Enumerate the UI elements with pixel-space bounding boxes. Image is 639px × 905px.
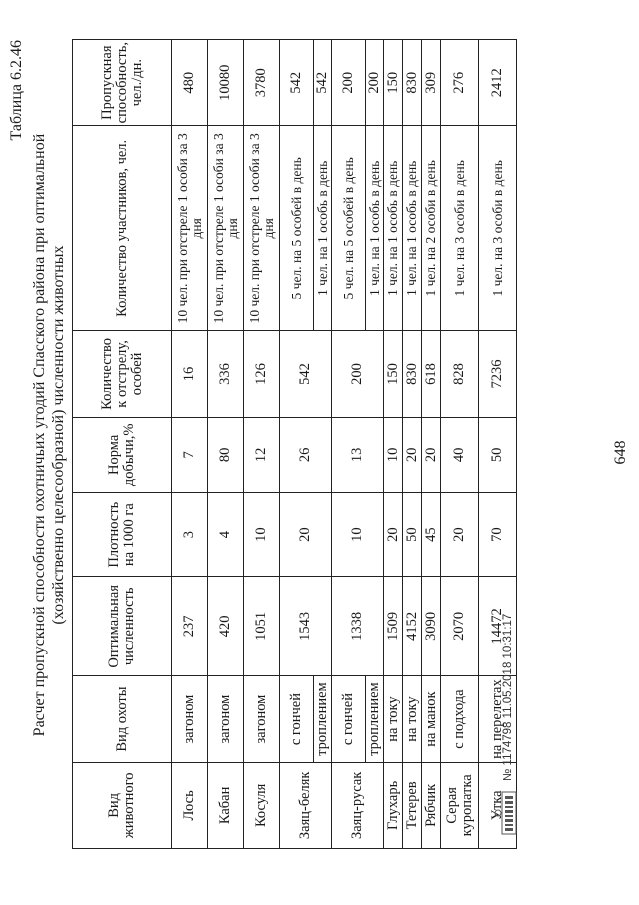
cell-quota: 200	[332, 331, 384, 417]
cell-optimal: 1051	[244, 577, 280, 676]
header-norm: Норма добычи,%	[73, 417, 172, 493]
caption-line-1: Расчет пропускной способности охотничьих угодий Спасского района при оптимальной	[31, 133, 48, 737]
cell-quota: 7236	[479, 331, 517, 417]
document-stamp-text: № 1174798 11.05.2018 10:31:17	[502, 613, 514, 781]
cell-norm: 26	[280, 417, 332, 493]
header-capacity: Пропускная способность, чел./дн.	[73, 40, 172, 126]
cell-participants: 10 чел. при отстреле 1 особи за 3 дня	[244, 126, 280, 331]
cell-quota: 542	[280, 331, 332, 417]
cell-optimal: 14472	[479, 577, 517, 676]
cell-animal: Кабан	[208, 762, 244, 848]
cell-animal: Рябчик	[422, 762, 441, 848]
cell-capacity: 3780	[244, 40, 280, 126]
cell-density: 50	[403, 493, 422, 577]
cell-norm: 13	[332, 417, 384, 493]
cell-density: 20	[280, 493, 332, 577]
cell-optimal: 3090	[422, 577, 441, 676]
cell-norm: 10	[384, 417, 403, 493]
table-row	[441, 40, 479, 849]
cell-capacity: 2412	[479, 40, 517, 126]
cell-density: 20	[384, 493, 403, 577]
cell-hunt: загоном	[172, 676, 208, 762]
cell-hunt: на перелетах	[479, 676, 517, 762]
cell-participants: 1 чел. на 1 особь в день	[403, 126, 422, 331]
cell-animal: Заяц-беляк	[280, 762, 332, 848]
cell-participants: 1 чел. на 1 особь в день	[384, 126, 403, 331]
cell-capacity: 200	[332, 40, 366, 126]
cell-norm: 80	[208, 417, 244, 493]
cell-hunt: троплением	[366, 676, 384, 762]
cell-capacity: 200	[366, 40, 384, 126]
caption-line-2: (хозяйственно целесообразной) численности животных	[50, 245, 67, 625]
cell-hunt: троплением	[314, 676, 332, 762]
cell-animal: Утка	[479, 762, 517, 848]
cell-capacity: 542	[314, 40, 332, 126]
table-row	[403, 40, 422, 849]
cell-norm: 20	[403, 417, 422, 493]
table-header-row	[73, 40, 172, 849]
cell-participants: 10 чел. при отстреле 1 особи за 3 дня	[208, 126, 244, 331]
cell-hunt: на манок	[422, 676, 441, 762]
cell-optimal: 237	[172, 577, 208, 676]
cell-participants: 1 чел. на 1 особь в день	[314, 126, 332, 331]
cell-participants: 1 чел. на 3 особи в день	[441, 126, 479, 331]
cell-norm: 20	[422, 417, 441, 493]
table-row	[384, 40, 403, 849]
cell-participants: 1 чел. на 3 особи в день	[479, 126, 517, 331]
cell-participants: 1 чел. на 1 особь в день	[366, 126, 384, 331]
cell-capacity: 830	[403, 40, 422, 126]
document-stamp	[488, 495, 528, 835]
cell-density: 3	[172, 493, 208, 577]
cell-norm: 12	[244, 417, 280, 493]
cell-quota: 830	[403, 331, 422, 417]
cell-quota: 126	[244, 331, 280, 417]
cell-density: 10	[332, 493, 384, 577]
table-row	[280, 40, 314, 849]
cell-quota: 618	[422, 331, 441, 417]
cell-capacity: 276	[441, 40, 479, 126]
document-barcode-icon	[494, 791, 522, 835]
cell-density: 45	[422, 493, 441, 577]
cell-capacity: 150	[384, 40, 403, 126]
cell-quota: 150	[384, 331, 403, 417]
cell-capacity: 10080	[208, 40, 244, 126]
cell-density: 10	[244, 493, 280, 577]
cell-optimal: 1338	[332, 577, 384, 676]
cell-participants: 10 чел. при отстреле 1 особи за 3 дня	[172, 126, 208, 331]
cell-animal: Заяц-русак	[332, 762, 384, 848]
cell-optimal: 1509	[384, 577, 403, 676]
cell-quota: 828	[441, 331, 479, 417]
table-row	[244, 40, 280, 849]
cell-animal: Лось	[172, 762, 208, 848]
cell-animal: Глухарь	[384, 762, 403, 848]
cell-norm: 7	[172, 417, 208, 493]
header-quota: Количество к отстрелу, особей	[73, 331, 172, 417]
table-row	[332, 40, 366, 849]
cell-density: 70	[479, 493, 517, 577]
cell-optimal: 4152	[403, 577, 422, 676]
cell-hunt: с гончей	[280, 676, 314, 762]
header-optimal: Оптимальная численность	[73, 577, 172, 676]
cell-norm: 50	[479, 417, 517, 493]
cell-capacity: 309	[422, 40, 441, 126]
cell-hunt: загоном	[244, 676, 280, 762]
cell-quota: 16	[172, 331, 208, 417]
cell-optimal: 420	[208, 577, 244, 676]
table-row	[208, 40, 244, 849]
cell-optimal: 1543	[280, 577, 332, 676]
cell-norm: 40	[441, 417, 479, 493]
cell-capacity: 542	[280, 40, 314, 126]
cell-hunt: с подхода	[441, 676, 479, 762]
header-participants: Количество участников, чел.	[73, 126, 172, 331]
header-animal: Вид животного	[73, 762, 172, 848]
cell-quota: 336	[208, 331, 244, 417]
cell-hunt: с гончей	[332, 676, 366, 762]
table-number: Таблица 6.2.46	[8, 40, 25, 141]
cell-density: 4	[208, 493, 244, 577]
cell-hunt: на току	[403, 676, 422, 762]
cell-hunt: загоном	[208, 676, 244, 762]
cell-hunt: на току	[384, 676, 403, 762]
cell-animal: Косуля	[244, 762, 280, 848]
header-hunt: Вид охоты	[73, 676, 172, 762]
cell-participants: 5 чел. на 5 особей в день	[280, 126, 314, 331]
cell-animal: Серая куропатка	[441, 762, 479, 848]
page-number: 648	[612, 440, 629, 465]
header-density: Плотность на 1000 га	[73, 493, 172, 577]
table-row	[422, 40, 441, 849]
hunting-capacity-table	[72, 39, 517, 849]
cell-capacity: 480	[172, 40, 208, 126]
table-row	[172, 40, 208, 849]
cell-participants: 1 чел. на 2 особи в день	[422, 126, 441, 331]
cell-participants: 5 чел. на 5 особей в день	[332, 126, 366, 331]
table-caption	[30, 85, 68, 785]
cell-optimal: 2070	[441, 577, 479, 676]
cell-density: 20	[441, 493, 479, 577]
cell-animal: Тетерев	[403, 762, 422, 848]
